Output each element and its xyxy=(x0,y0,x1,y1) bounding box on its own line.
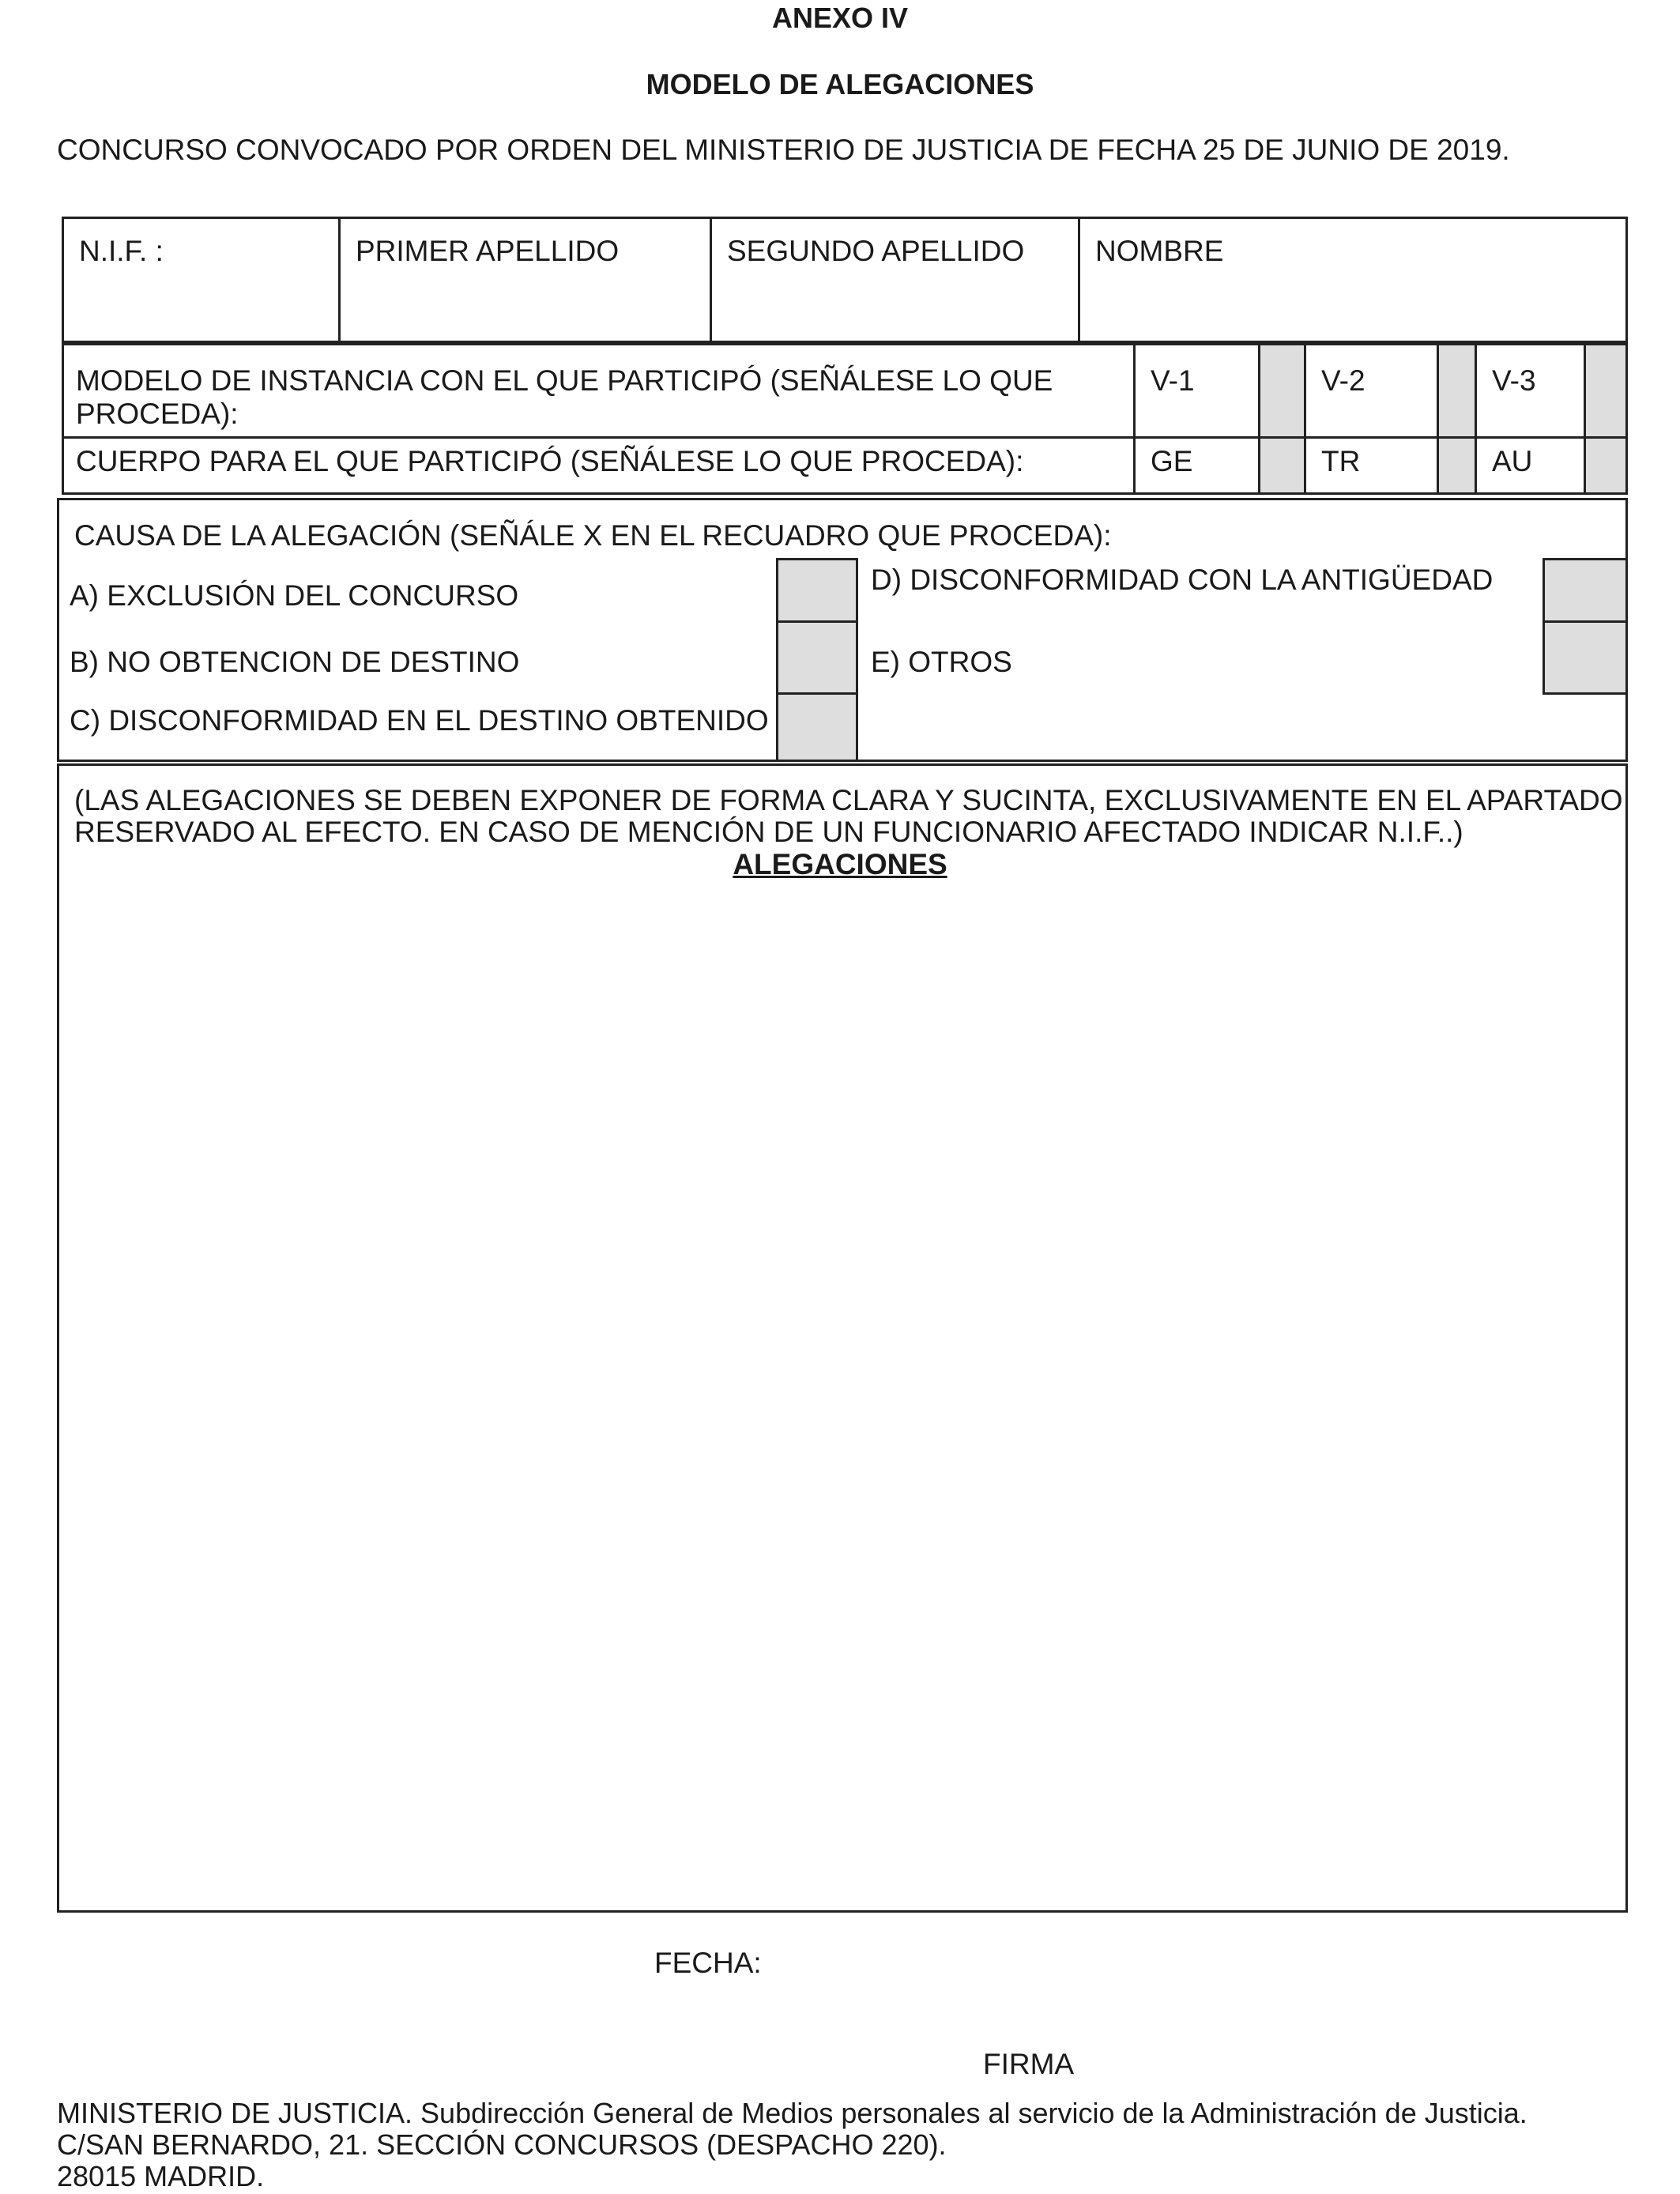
model-option-v3: V-3 xyxy=(1492,364,1536,397)
cause-d-checkbox[interactable] xyxy=(1543,558,1628,623)
model-v2-checkbox[interactable] xyxy=(1437,345,1475,436)
footer-ministry: MINISTERIO DE JUSTICIA. Subdirección General de Medios personales al servicio de la Administración de Justicia. xyxy=(57,2097,1527,2129)
body-option-tr: TR xyxy=(1321,445,1361,477)
divider xyxy=(1304,343,1306,495)
model-label: MODELO DE INSTANCIA CON EL QUE PARTICIPÓ (SEÑÁLESE LO QUE xyxy=(76,364,1053,397)
cause-d-label: D) DISCONFORMIDAD CON LA ANTIGÜEDAD xyxy=(871,564,1494,596)
cause-c-checkbox[interactable] xyxy=(776,692,858,762)
date-label: FECHA: xyxy=(654,1947,762,1979)
cause-a-checkbox[interactable] xyxy=(776,558,858,623)
body-ge-checkbox[interactable] xyxy=(1260,439,1304,492)
divider xyxy=(1475,343,1477,495)
date-field[interactable] xyxy=(774,1944,1170,1979)
nif-field[interactable]: N.I.F. : xyxy=(79,235,164,267)
body-option-ge: GE xyxy=(1151,445,1193,477)
form-title: MODELO DE ALEGACIONES xyxy=(646,68,1034,100)
allegations-heading: ALEGACIONES xyxy=(733,848,947,880)
footer-city: 28015 MADRID. xyxy=(57,2160,265,2192)
footer-address: C/SAN BERNARDO, 21. SECCIÓN CONCURSOS (DESPACHO 220). xyxy=(57,2128,947,2161)
model-option-v1: V-1 xyxy=(1151,364,1195,397)
cause-e-checkbox[interactable] xyxy=(1543,620,1628,695)
divider xyxy=(1078,217,1080,343)
cause-a-label: A) EXCLUSIÓN DEL CONCURSO xyxy=(70,579,519,612)
second-surname-field[interactable]: SEGUNDO APELLIDO xyxy=(727,235,1025,267)
cause-b-label: B) NO OBTENCION DE DESTINO xyxy=(70,646,520,678)
divider xyxy=(62,436,1628,439)
model-option-v2: V-2 xyxy=(1321,364,1365,397)
body-label: CUERPO PARA EL QUE PARTICIPÓ (SEÑÁLESE LO QUE PROCEDA): xyxy=(76,445,1024,477)
allegations-note-cont: RESERVADO AL EFECTO. EN CASO DE MENCIÓN DE UN FUNCIONARIO AFECTADO INDICAR N.I.F..) xyxy=(74,816,1463,848)
body-tr-checkbox[interactable] xyxy=(1439,439,1475,492)
cause-e-label: E) OTROS xyxy=(871,646,1012,678)
model-v1-checkbox[interactable] xyxy=(1258,345,1304,436)
cause-b-checkbox[interactable] xyxy=(776,620,858,695)
allegations-text-area[interactable] xyxy=(71,893,1614,1897)
first-surname-field[interactable]: PRIMER APELLIDO xyxy=(356,235,620,267)
signature-label: FIRMA xyxy=(983,2048,1075,2080)
allegations-note: (LAS ALEGACIONES SE DEBEN EXPONER DE FORMA CLARA Y SUCINTA, EXCLUSIVAMENTE EN EL APARTADO xyxy=(74,784,1623,816)
body-au-checkbox[interactable] xyxy=(1586,439,1625,492)
annex-title: ANEXO IV xyxy=(771,2,909,34)
divider xyxy=(338,217,341,343)
model-v3-checkbox[interactable] xyxy=(1584,345,1625,436)
form-subtitle: CONCURSO CONVOCADO POR ORDEN DEL MINISTERIO DE JUSTICIA DE FECHA 25 DE JUNIO DE 2019. xyxy=(57,134,1510,166)
model-label-cont: PROCEDA): xyxy=(76,398,239,430)
cause-heading: CAUSA DE LA ALEGACIÓN (SEÑÁLE X EN EL RECUADRO QUE PROCEDA): xyxy=(74,519,1112,552)
divider xyxy=(1133,343,1136,495)
name-field[interactable]: NOMBRE xyxy=(1095,235,1224,267)
cause-c-label: C) DISCONFORMIDAD EN EL DESTINO OBTENIDO xyxy=(70,704,769,737)
body-option-au: AU xyxy=(1492,445,1533,477)
divider xyxy=(710,217,712,343)
